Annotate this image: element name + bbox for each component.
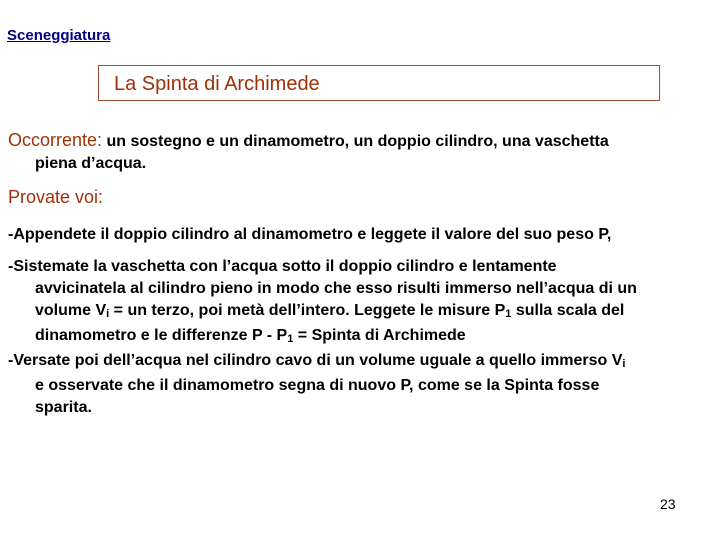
step-3 xyxy=(8,350,712,419)
provate-paragraph xyxy=(8,186,712,208)
title-box xyxy=(98,65,660,101)
step-3-line1: -Versate poi dell’acqua nel cilindro cavo di un volume uguale a quello immerso Vi xyxy=(8,352,626,370)
occorrente-text-line1: un sostegno e un dinamometro, un doppio cilindro, una vaschetta xyxy=(102,133,609,150)
sceneggiatura-link[interactable]: Sceneggiatura xyxy=(7,27,111,44)
slide-title: La Spinta di Archimede xyxy=(114,73,320,95)
step-1-text: -Appendete il doppio cilindro al dinamometro e leggete il valore del suo peso P, xyxy=(8,226,612,243)
step-2-line4: dinamometro e le differenze P - P1 = Spinta di Archimede xyxy=(35,327,466,345)
page-number: 23 xyxy=(660,496,676,512)
occorrente-paragraph xyxy=(8,129,712,175)
step-1 xyxy=(8,224,712,246)
step-2-line2: avvicinatela al cilindro pieno in modo che esso risulti immerso nell’acqua di un xyxy=(35,280,637,297)
step-2-line1: -Sistemate la vaschetta con l’acqua sotto il doppio cilindro e lentamente xyxy=(8,258,557,275)
step-3-line3: sparita. xyxy=(35,399,92,416)
step-2-line3: volume Vi = un terzo, poi metà dell’intero. Leggete le misure P1 sulla scala del xyxy=(35,302,625,320)
occorrente-text-line2: piena d’acqua. xyxy=(35,155,147,172)
occorrente-label: Occorrente: xyxy=(8,130,103,150)
step-2 xyxy=(8,256,712,350)
provate-label: Provate voi: xyxy=(8,187,104,207)
step-3-line2: e osservate che il dinamometro segna di nuovo P, come se la Spinta fosse xyxy=(35,377,600,394)
